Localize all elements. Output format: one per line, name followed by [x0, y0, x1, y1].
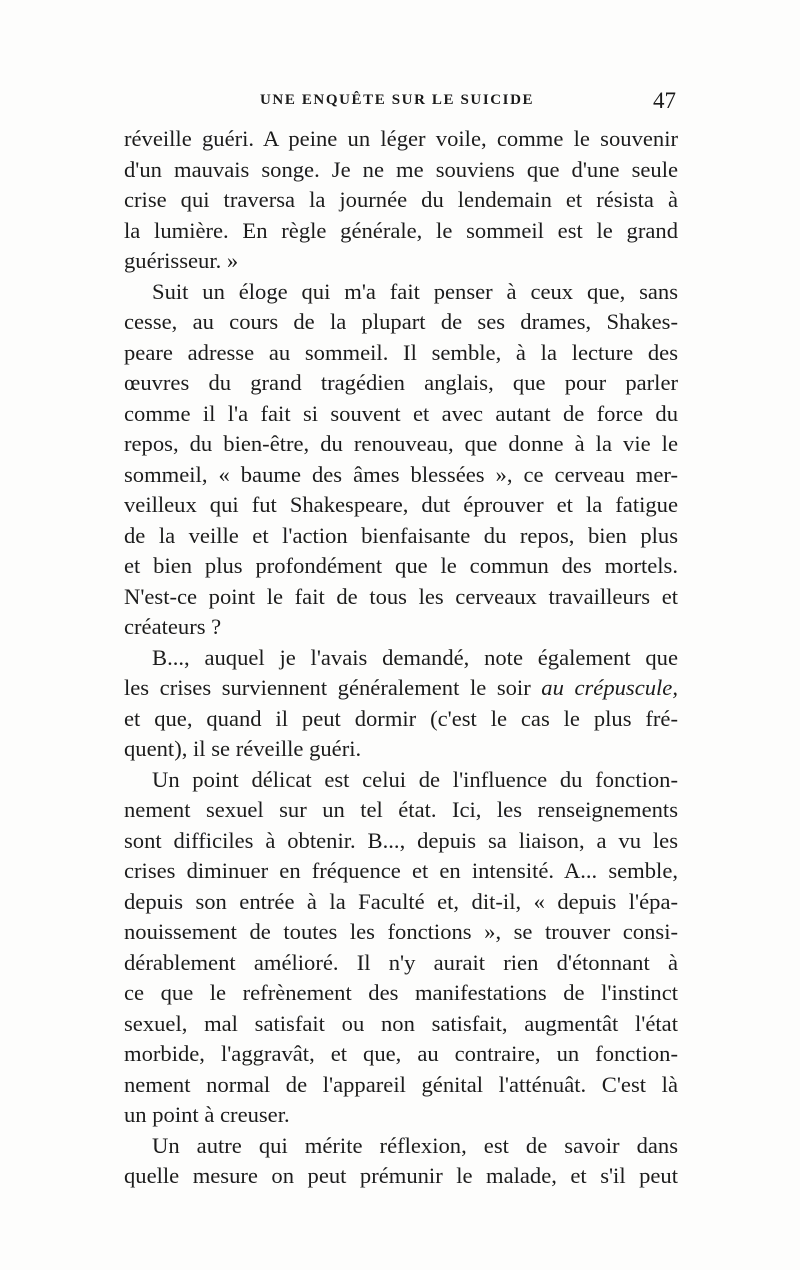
text-line: B..., auquel je l'avais demandé, note également que: [152, 644, 678, 670]
text-line: crises diminuer en fréquence et en intensité. A... semble,: [124, 858, 678, 883]
text-segment: les crises surviennent généralement le soir: [124, 675, 542, 700]
text-line: de la veille et l'action bienfaisante du repos, bien plus: [124, 522, 678, 548]
text-line: crise qui traversa la journée du lendemain et résista à: [124, 187, 678, 212]
text-line: créateurs ?: [124, 614, 222, 639]
text-line: [124, 673, 678, 704]
text-line: œuvres du grand tragédien anglais, que pour parler: [124, 370, 678, 395]
text-line: nouissement de toutes les fonctions », se trouver consi-: [124, 919, 678, 944]
text-line: depuis son entrée à la Faculté et, dit-il, « depuis l'épa-: [124, 888, 678, 914]
text-line: Un autre qui mérite réflexion, est de savoir dans: [152, 1132, 678, 1158]
text-line: comme il l'a fait si souvent et avec autant de force du: [124, 400, 678, 426]
text-line: d'un mauvais songe. Je ne me souviens que d'une seule: [124, 156, 678, 182]
body-text: [124, 124, 678, 1192]
text-line: Suit un éloge qui m'a fait penser à ceux que, sans: [152, 278, 678, 304]
text-line: et que, quand il peut dormir (c'est le cas le plus fré-: [124, 705, 678, 731]
text-line: quent), il se réveille guéri.: [124, 736, 362, 761]
text-line: Un point délicat est celui de l'influence du fonction-: [152, 766, 678, 792]
running-title: UNE ENQUÊTE SUR LE SUICIDE: [260, 92, 535, 108]
text-line: N'est-ce point le fait de tous les cerveaux travailleurs et: [124, 583, 678, 609]
text-line: veilleux qui fut Shakespeare, dut éprouver et la fatigue: [124, 492, 678, 517]
text-line: et bien plus profondément que le commun des mortels.: [124, 553, 678, 578]
text-line: guérisseur. »: [124, 248, 239, 273]
text-line: ce que le refrènement des manifestations de l'instinct: [124, 980, 678, 1005]
text-line: nement sexuel sur un tel état. Ici, les renseignements: [124, 797, 678, 822]
page-number: 47: [653, 88, 676, 113]
page-header: [124, 88, 680, 122]
text-line: morbide, l'aggravât, et que, au contraire, un fonction-: [124, 1041, 678, 1066]
text-line: réveille guéri. A peine un léger voile, comme le souvenir: [124, 126, 678, 151]
italic-phrase: au crépuscule,: [541, 675, 678, 700]
text-line: un point à creuser.: [124, 1102, 290, 1127]
text-line: repos, du bien-être, du renouveau, que donne à la vie le: [124, 431, 678, 456]
text-line: sommeil, « baume des âmes blessées », ce cerveau mer-: [124, 461, 678, 487]
text-line: peare adresse au sommeil. Il semble, à la lecture des: [124, 339, 678, 365]
text-line: sexuel, mal satisfait ou non satisfait, augmentât l'état: [124, 1010, 678, 1036]
text-line: sont difficiles à obtenir. B..., depuis sa liaison, a vu les: [124, 827, 678, 853]
text-line: la lumière. En règle générale, le sommeil est le grand: [124, 217, 678, 243]
text-line: dérablement amélioré. Il n'y aurait rien d'étonnant à: [124, 949, 678, 975]
text-line: nement normal de l'appareil génital l'atténuât. C'est là: [124, 1071, 678, 1097]
text-line: cesse, au cours de la plupart de ses drames, Shakes-: [124, 309, 678, 334]
text-line: quelle mesure on peut prémunir le malade, et s'il peut: [124, 1163, 678, 1188]
